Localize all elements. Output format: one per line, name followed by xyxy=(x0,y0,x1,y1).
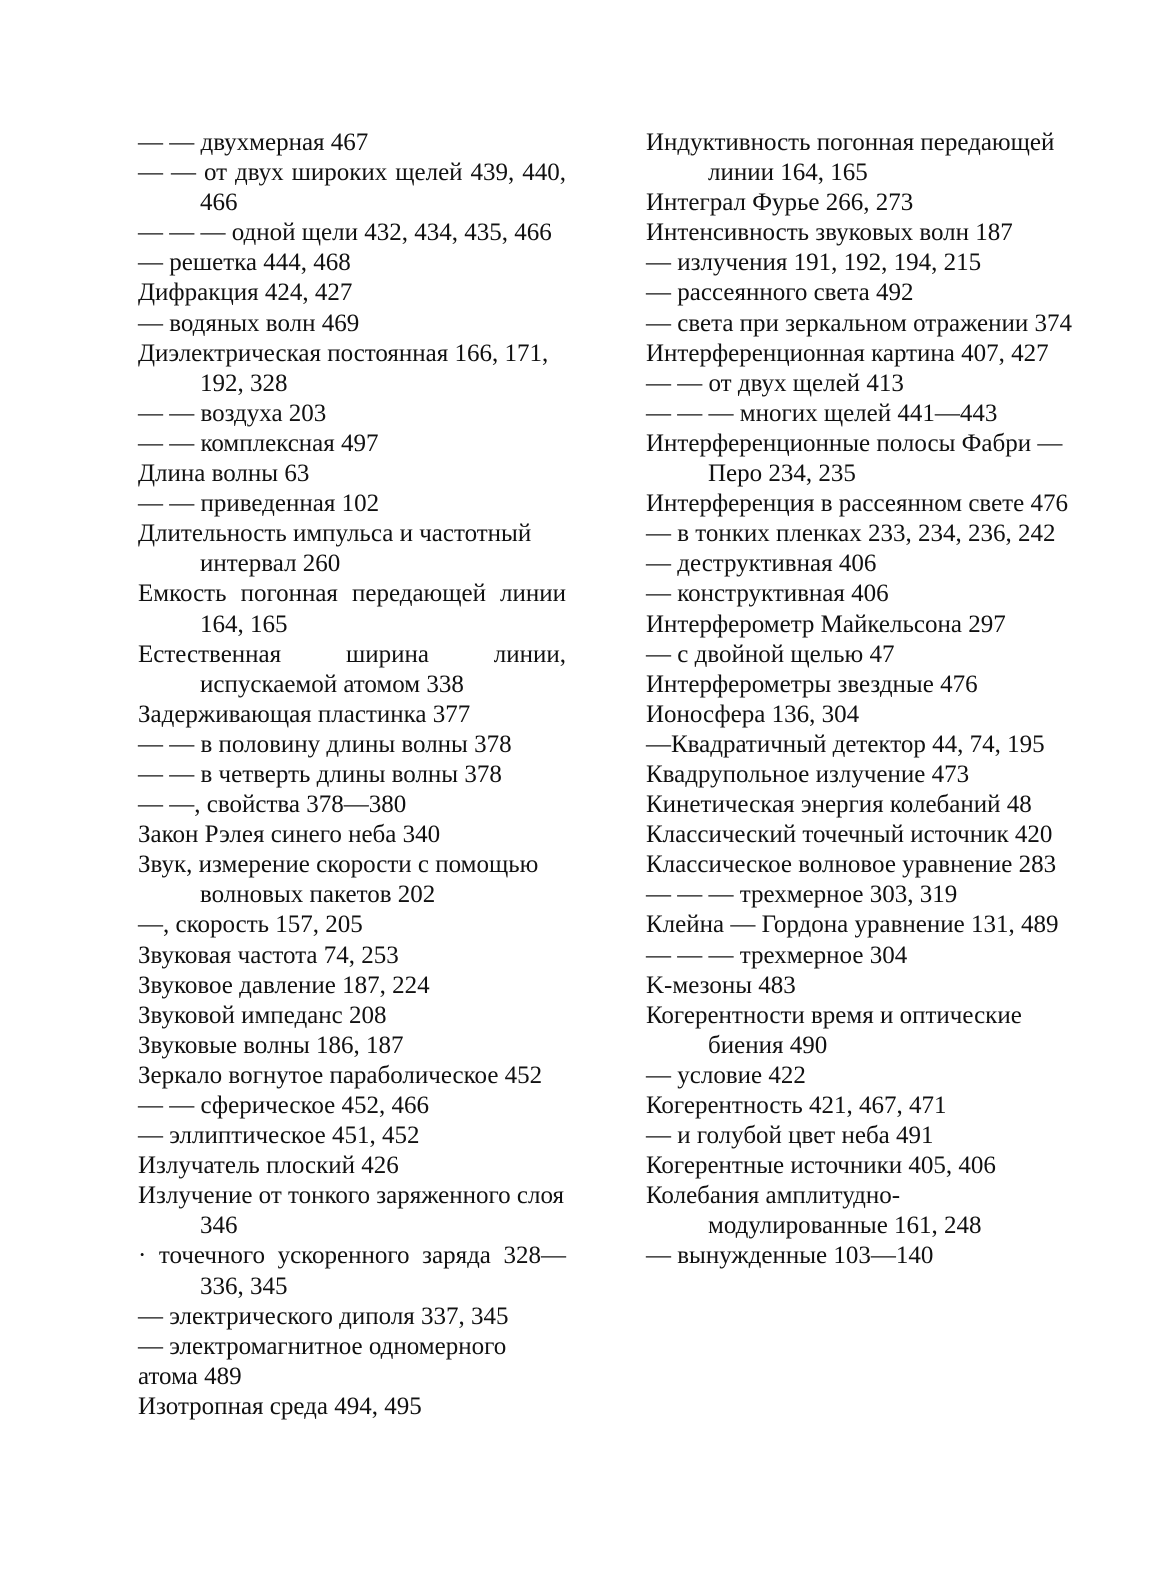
index-entry: Ионосфера 136, 304 xyxy=(646,700,860,728)
index-entry: Классический точечный источник 420 xyxy=(646,821,1053,849)
index-entry: Звуковой импеданс 208 xyxy=(138,1001,387,1029)
index-entry: — — сферическое 452, 466 xyxy=(138,1092,429,1119)
index-entry: — — в четверть длины волны 378 xyxy=(138,760,502,788)
index-entry: Квадрупольное излучение 473 xyxy=(646,760,970,788)
index-entry: Звуковое давление 187, 224 xyxy=(138,971,430,999)
index-entry: — рассеянного света 492 xyxy=(646,279,914,307)
index-entry: Емкость погонная передающей линии 164, 165 xyxy=(138,580,566,638)
index-entry: Задерживающая пластинка 377 xyxy=(138,700,471,728)
index-entry: Длительность импульса и частотный интервал 260 xyxy=(138,520,532,578)
index-entry: — — двухмерная 467 xyxy=(138,129,369,156)
index-entry: Интерференционная картина 407, 427 xyxy=(646,339,1049,367)
index-entry: Когерентность 421, 467, 471 xyxy=(646,1092,947,1119)
index-entry: — света при зеркальном отражении 374 xyxy=(646,309,1073,337)
index-entry: Клейна — Гордона уравнение 131, 489 xyxy=(646,911,1059,939)
index-entry: — и голубой цвет неба 491 xyxy=(646,1122,934,1150)
index-entry: — водяных волн 469 xyxy=(138,309,360,337)
index-entry: — — — трехмерное 304 xyxy=(646,941,908,969)
index-entry: Изотропная среда 494, 495 xyxy=(138,1392,422,1420)
index-entry: — эллиптическое 451, 452 xyxy=(138,1122,420,1150)
index-entry: Дифракция 424, 427 xyxy=(138,279,353,307)
index-entry: —Квадратичный детектор 44, 74, 195 xyxy=(646,730,1045,758)
index-entry: Излучение от тонкого заряженного слоя 346 xyxy=(138,1182,565,1240)
index-entry: — —, свойства 378—380 xyxy=(138,791,407,819)
index-entry: — — воздуха 203 xyxy=(138,399,327,427)
index-entry: — — от двух щелей 413 xyxy=(646,369,904,397)
index-entry: Интерферометр Майкельсона 297 xyxy=(646,610,1006,638)
index-entry: Интерференция в рассеянном свете 476 xyxy=(646,490,1068,518)
index-entry: — — комплексная 497 xyxy=(138,429,379,457)
index-entry: Когерентности время и оптические биения 490 xyxy=(646,1001,1022,1059)
index-entry: — — — многих щелей 441—443 xyxy=(646,399,998,427)
index-entry: — деструктивная 406 xyxy=(646,550,877,578)
index-entry: · точечного ускоренного заряда 328—336, 345 xyxy=(138,1242,566,1300)
index-entry: Естественная ширина линии, испускаемой атомом 338 xyxy=(138,640,566,698)
index-entry: K-мезоны 483 xyxy=(646,971,796,999)
index-entry: Длина волны 63 xyxy=(138,460,310,488)
index-entry: Интерференционные полосы Фабри — Перо 234, 235 xyxy=(646,429,1063,488)
index-entry: Кинетическая энергия колебаний 48 xyxy=(646,791,1032,819)
index-entry: Интеграл Фурье 266, 273 xyxy=(646,189,914,217)
index-entry: — условие 422 xyxy=(646,1061,806,1089)
index-entry: — — в половину длины волны 378 xyxy=(138,730,512,758)
index-entry: Звуковые волны 186, 187 xyxy=(138,1031,404,1059)
index-entry: Зеркало вогнутое параболическое 452 xyxy=(138,1061,543,1089)
index-entry: Индуктивность погонная передающей линии 164, 165 xyxy=(646,129,1055,187)
index-entry: Звуковая частота 74, 253 xyxy=(138,941,399,969)
index-entry: — электрического диполя 337, 345 xyxy=(138,1302,509,1330)
index-entry: — электромагнитное одномерного атома 489 xyxy=(138,1332,507,1390)
index-entry: — — от двух широких щелей 439, 440, 466 xyxy=(138,159,566,217)
index-entry: — излучения 191, 192, 194, 215 xyxy=(646,249,982,277)
index-column-left xyxy=(138,128,566,1422)
index-entry: — — приведенная 102 xyxy=(138,490,380,518)
index-entry: Когерентные источники 405, 406 xyxy=(646,1152,996,1180)
index-entry: Колебания амплитудно-модулированные 161, 248 xyxy=(646,1182,982,1240)
index-entry: — конструктивная 406 xyxy=(646,580,889,608)
index-entry: — с двойной щелью 47 xyxy=(646,640,895,668)
index-entry: — — — одной щели 432, 434, 435, 466 xyxy=(138,219,552,247)
index-entry: Закон Рэлея синего неба 340 xyxy=(138,821,441,849)
index-entry: Излучатель плоский 426 xyxy=(138,1152,399,1180)
index-entry: — вынужденные 103—140 xyxy=(646,1242,934,1270)
index-entry: —, скорость 157, 205 xyxy=(138,911,363,939)
index-entry: Звук, измерение скорости с помощью волновых пакетов 202 xyxy=(138,851,539,909)
index-entry: Классическое волновое уравнение 283 xyxy=(646,851,1057,879)
index-column-right xyxy=(646,128,1076,1272)
index-entry: — решетка 444, 468 xyxy=(138,249,351,277)
index-entry: Интерферометры звездные 476 xyxy=(646,670,978,698)
index-entry: — в тонких пленках 233, 234, 236, 242 xyxy=(646,520,1056,548)
index-entry: Диэлектрическая постоянная 166, 171, 192, 328 xyxy=(138,339,549,397)
index-entry: Интенсивность звуковых волн 187 xyxy=(646,219,1013,247)
index-entry: — — — трехмерное 303, 319 xyxy=(646,881,958,909)
